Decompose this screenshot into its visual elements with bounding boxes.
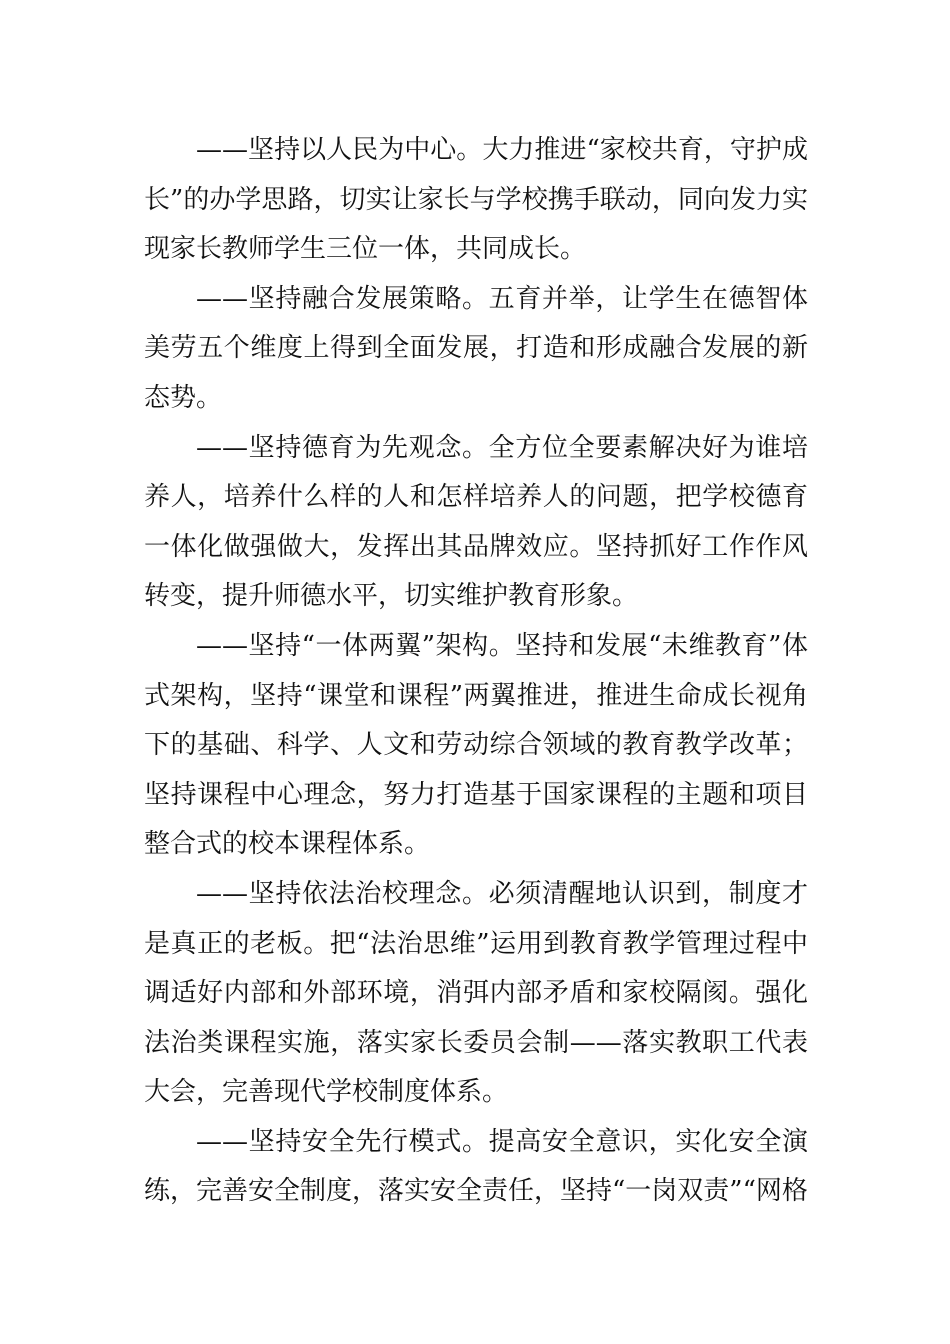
- paragraph-rule-of-law: ——坚持依法治校理念。必须清醒地认识到，制度才是真正的老板。把“法治思维”运用到教育教学管理过程中调适好内部和外部环境，消弭内部矛盾和家校隔阂。强化法治类课程实施，落实家长委员会制——落实教职工代表大会，完善现代学校制度体系。: [144, 878, 808, 1108]
- document-body: [144, 126, 808, 1217]
- paragraph-one-body-two-wings: ——坚持“一体两翼”架构。坚持和发展“未维教育”体式架构，坚持“课堂和课程”两翼推进，推进生命成长视角下的基础、科学、人文和劳动综合领域的教育教学改革；坚持课程中心理念，努力打造基于国家课程的主题和项目整合式的校本课程体系。: [144, 630, 808, 860]
- paragraph-people-centered: ——坚持以人民为中心。大力推进“家校共育，守护成长”的办学思路，切实让家长与学校携手联动，同向发力实现家长教师学生三位一体，共同成长。: [144, 135, 808, 265]
- paragraph-safety-first: ——坚持安全先行模式。提高安全意识，实化安全演练，完善安全制度，落实安全责任，坚持“一岗双责”“网格: [144, 1126, 808, 1207]
- paragraph-integrated-development: ——坚持融合发展策略。五育并举，让学生在德智体美劳五个维度上得到全面发展，打造和形成融合发展的新态势。: [144, 283, 808, 413]
- paragraph-moral-education-first: ——坚持德育为先观念。全方位全要素解决好为谁培养人，培养什么样的人和怎样培养人的问题，把学校德育一体化做强做大，发挥出其品牌效应。坚持抓好工作作风转变，提升师德水平，切实维护教育形象。: [144, 432, 808, 612]
